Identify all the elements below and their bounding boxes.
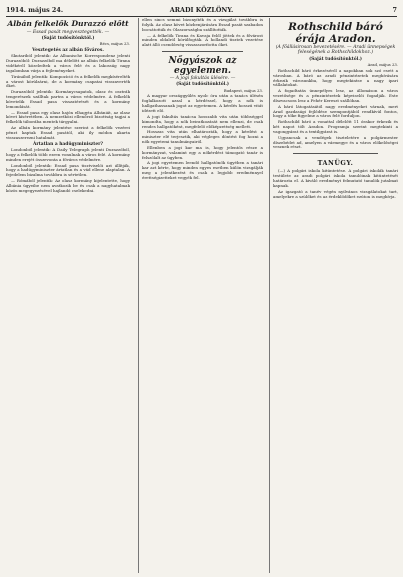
paragraph: — Rómából jelentik: Az olasz kormány kijelentette, hogy Albánia ügyeibe nem avatkozik be és csak a nagyhatalmak közös megegyezésével hajlandó cselekedni. xyxy=(6,178,130,193)
article-subhead: (A főállásirosan bevezetésére. — Aradi ünnepségek feleségének a Rothschildokhoz.) xyxy=(275,45,396,56)
paragraph: Tiránából jelentik: Kompozíció és a felkelők megkísérelték a várost körülzárni, de a kormány csapatai visszaverték őket. xyxy=(6,73,130,89)
article-source: (Saját tudósítónktól.) xyxy=(176,82,229,88)
article-subhead: — A jogi fakultás ülésére. — xyxy=(169,76,236,82)
paragraph: Az igazgató a tanév végén nyilvános vizsgálatokat tart, amelyekre a szülőket és az érdeklődőket ezúton is meghívja. xyxy=(273,188,398,199)
paragraph: A báró látogatásától nagy eredményeket várnak, mert Arad gazdasági fejlődése szempontjából rendkívül fontos, hogy a tőke figyelme a város felé forduljon. xyxy=(273,103,398,119)
section-title: Ártatlan a hadügyminiszter? xyxy=(33,141,103,147)
article-source: (Saját tudósítónktól.) xyxy=(41,35,95,41)
paragraph: Rothschild báró a vonattal délelőtt 11 órakor érkezik és két napot tölt Aradon. Programja szerint megtekinti a vagongyárat és a textilgyárat is. xyxy=(273,119,398,134)
paragraph: Londonból jelentik: Essad pasa tisztviselői azt állítják, hogy a hadügyminiszter ártatlan és a vád ellene alaptalan. A fejedelem bizalma továbbra is sértetlen. xyxy=(6,162,130,178)
paragraph: Skutariból jelentik: Az Albanische Korrespondenz jelenti Durazzóból: Durazzóból ma délelőtt az albán felkelők Tirana vidékéről közeledtek a város felé és a lakosság nagy izgalomban várja a fejleményeket. xyxy=(6,53,130,73)
page-number: 7 xyxy=(392,6,397,14)
article-headline: Albán felkelők Durazzó előtt xyxy=(7,19,129,28)
paragraph: A jogi egyetemen leendő hallgatónők ügyében a tanári kar azt kérte, hogy minden egyes esetben külön vizsgálják meg a jelentkezést és csak a legjobb eredménnyel érettségizetteket vegyék fel. xyxy=(142,160,263,180)
column-right xyxy=(269,18,398,573)
paragraph: Ugyancsak a vendégek tiszteletére a polgármester díszebédet ad, amelyen a vármegye és a város előkelőségei vesznek részt. xyxy=(273,134,398,150)
issue-date: 1914. május 24. xyxy=(6,6,64,14)
section-title: Vesztegetés az albán főváros. xyxy=(32,47,104,53)
page-header xyxy=(6,4,397,17)
divider xyxy=(162,51,243,52)
article-dateline: Arad, május 23. xyxy=(367,62,398,68)
divider xyxy=(293,153,378,154)
newspaper-title: ARADI KÖZLÖNY. xyxy=(169,6,234,14)
paragraph: Rothschild báró érkezéséről a napokban sok szó esett a városban. A báró az aradi pénzintézetek meghívására érkezik városunkba, hogy megtekintse a nagy ipari vállalatokat. xyxy=(273,67,398,88)
paragraph: A magyar országgyűlés nyolc óra után a tanács ülésén foglalkozott azzal a kérdéssel, hogy a nők is hallgathassanak jogot az egyetemen. A kérdés hosszú vitát idézett elő. xyxy=(142,93,263,113)
column-left xyxy=(6,18,130,573)
paragraph: — Essad pasa egy olasz hajón elhagyta Albániát, az olasz követ kíséretében. A nemzetközi ellenőrző bizottság tagjai a felkelők táborába mentek tárgyalni. xyxy=(6,109,130,125)
paragraph: A fogadtatás ünnepélyes lesz, az állomáson a város vezetősége és a pénzintézetek képviselői fogadják. Este díszvacsora lesz a Fehér Kereszt szállóban. xyxy=(273,88,398,103)
paragraph: ellen sincs semmi bizonyíték és a vizsgálat továbbra is folyik. Az olasz követ közbenjárására Essad pasát szabadon bocsátották és Olaszországba szállították. xyxy=(142,18,263,32)
paragraph: (—) A polgári iskola kitüntetése. A polgári iskolák tanári testülete az aradi polgári iskola tanulóinak kitüntetését határozta el. A kiváló eredményt felmutató tanulók jutalmat kapnak. xyxy=(273,168,398,188)
article-source: (Saját tudósítónktól.) xyxy=(309,56,362,62)
paragraph: Az albán kormány jelentése szerint a felkelők vezérei pénzt kaptak Essad pasától, aki ily módon akarta visszaszerezni hatalmát. xyxy=(6,125,130,140)
article-dateline: Bécs, május 23. xyxy=(99,41,130,47)
paragraph: Durazzóból jelentik: Kormánycsapatok, olasz és osztrák tengerészek szálltak partra a város védelmére. A felkelők követelik Essad pasa visszatérését és a kormány lemondását. xyxy=(6,89,130,109)
paragraph: — A felkelők Tirana és Kavaja felől jöttek és a fővárost minden oldalról körülfogták. A hollandi tisztek vezetése alatt álló csendőrség visszaszorította őket. xyxy=(142,32,263,48)
column-middle xyxy=(138,18,263,573)
article-dateline: Budapest, május 23. xyxy=(223,87,263,93)
paragraph: Londonból jelentik: A Daily Telegraph jelenti Durazzóból, hogy a felkelők több ezren vonulnak a város felé. A kormány minden erejét összevonta a főváros védelmére. xyxy=(6,147,130,162)
article-headline: Rothschild báró érája Aradon. xyxy=(288,21,383,45)
paragraph: Ellenben a jogi kar ma is, hogy jelentős része a kormányzat, valamint egy a nőkérdést támogató tanár is felszólalt az ügyben. xyxy=(142,144,263,160)
article-headline: Nőgyászok az egyelemen. xyxy=(168,56,237,77)
section-title: TANÜGY. xyxy=(317,159,354,168)
article-subhead: — Essad pasát megvesztegették. — xyxy=(26,29,110,35)
paragraph: Hosszas vita után elhatározták, hogy a kérdést a miniszter elé terjesztik, aki végleges döntést fog hozni a nők egyetemi tanulmányairól. xyxy=(142,129,263,145)
paragraph: A jogi fakultás tanácsa hosszabb vita után többséggel kimondta, hogy a nők beiratkozását nem ellenzi, de csak rendes hallgatóként, megfelelő előképzettség mellett. xyxy=(142,113,263,129)
